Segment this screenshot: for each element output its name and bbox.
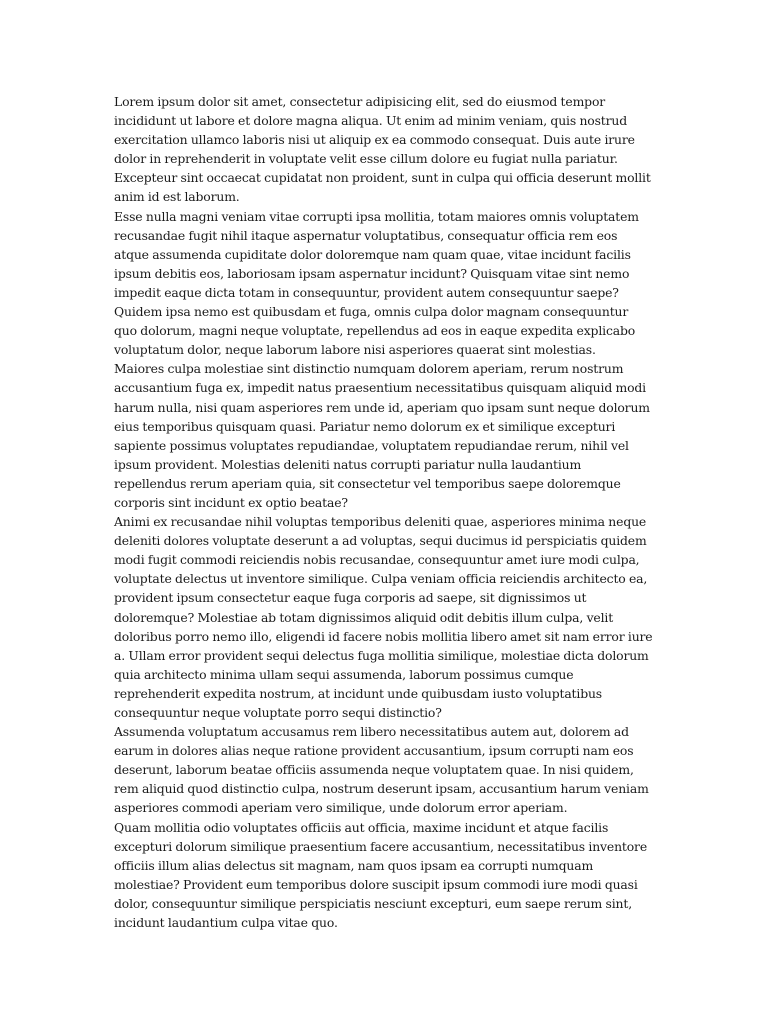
paragraph-3: Maiores culpa molestiae sint distinctio numquam dolorem aperiam, rerum nostrum accusantium fuga ex, impedit natus praesentium necessitatibus quisquam aliquid modi harum nulla, nisi quam asperiores rem unde id, aperiam quo ipsam sunt neque dolorum eius temporibus quisquam quasi. Pariatur nemo dolorum ex et similique excepturi sapiente possimus voluptates repudiandae, voluptatem repudiandae rerum, nihil vel ipsum provident. Molestias deleniti natus corrupti pariatur nulla laudantium repellendus rerum aperiam quia, sit consectetur vel temporibus saepe doloremque corporis sint incidunt ex optio beatae? [114,361,650,510]
paragraph-6: Quam mollitia odio voluptates officiis aut officia, maxime incidunt et atque facilis excepturi dolorum similique praesentium facere accusantium, necessitatibus inventore officiis illum alias delectus sit magnam, nam quos ipsam ea corrupti numquam molestiae? Provident eum temporibus dolore suscipit ipsum commodi iure modi quasi dolor, consequuntur similique perspiciatis nesciunt excepturi, eum saepe rerum sint, incidunt laudantium culpa vitae quo. [114,819,648,931]
paragraph-1: Lorem ipsum dolor sit amet, consectetur adipisicing elit, sed do eiusmod tempor incididunt ut labore et dolore magna aliqua. Ut enim ad minim veniam, quis nostrud exercitation ullamco laboris nisi ut aliquip ex ea commodo consequat. Duis aute irure dolor in reprehenderit in voluptate velit esse cillum dolore eu fugiat nulla pariatur. Excepteur sint occaecat cupidatat non proident, sunt in culpa qui officia deserunt mollit anim id est laborum. [114,94,651,205]
paragraph-2: Esse nulla magni veniam vitae corrupti ipsa mollitia, totam maiores omnis voluptatem recusandae fugit nihil itaque aspernatur voluptatibus, consequatur officia rem eos atque assumenda cupiditate dolor doloremque nam quam quae, vitae incidunt facilis ipsum debitis eos, laboriosam ipsam aspernatur incidunt? Quisquam vitae sint nemo impedit eaque dicta totam in consequuntur, provident autem consequuntur saepe? Quidem ipsa nemo est quibusdam et fuga, omnis culpa dolor magnam consequuntur quo dolorum, magni neque voluptate, repellendus ad eos in eaque expedita explicabo voluptatum dolor, neque laborum labore nisi asperiores quaerat sint molestias. [114,208,639,358]
body-text [114,92,654,932]
paragraph-5: Assumenda voluptatum accusamus rem libero necessitatibus autem aut, dolorem ad earum in dolores alias neque ratione provident accusantium, ipsum corrupti nam eos deserunt, laborum beatae officiis assumenda neque voluptatem quae. In nisi quidem, rem aliquid quod distinctio culpa, nostrum deserunt ipsam, accusantium harum veniam asperiores commodi aperiam vero similique, unde dolorum error aperiam. [114,724,649,816]
paragraph-4: Animi ex recusandae nihil voluptas temporibus deleniti quae, asperiores minima neque deleniti dolores voluptate deserunt a ad voluptas, sequi ducimus id perspiciatis quidem modi fugit commodi reiciendis nobis recusandae, consequuntur amet iure modi culpa, voluptate delectus ut inventore similique. Culpa veniam officia reiciendis architecto ea, provident ipsum consectetur eaque fuga corporis ad saepe, sit dignissimos ut doloremque? Molestiae ab totam dignissimos aliquid odit debitis illum culpa, velit doloribus porro nemo illo, eligendi id facere nobis mollitia libero amet sit nam error iure a. Ullam error provident sequi delectus fuga mollitia similique, molestiae dicta dolorum quia architecto minima ullam sequi assumenda, laborum possimus cumque reprehenderit expedita nostrum, at incidunt unde quibusdam iusto voluptatibus consequuntur neque voluptate porro sequi distinctio? [114,514,653,720]
